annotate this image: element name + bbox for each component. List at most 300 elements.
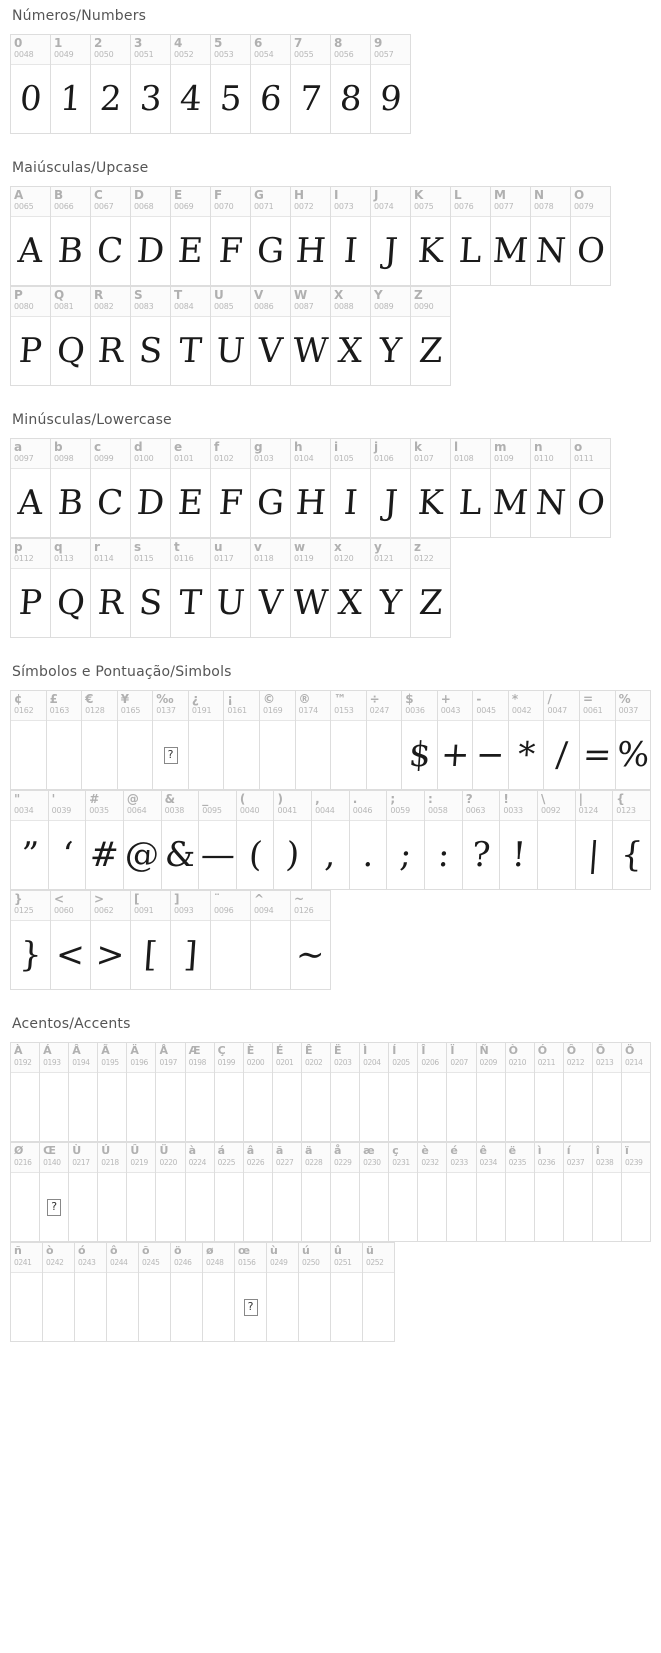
glyph-code-label: 0105 bbox=[334, 454, 354, 463]
glyph-shape: O bbox=[575, 483, 606, 523]
glyph-cell[interactable] bbox=[312, 790, 350, 890]
glyph-cell[interactable] bbox=[131, 286, 171, 386]
glyph-cell[interactable] bbox=[127, 1042, 156, 1142]
glyph-cell[interactable] bbox=[118, 690, 154, 790]
glyph-cell[interactable] bbox=[11, 1242, 43, 1342]
glyph-cell[interactable] bbox=[171, 438, 211, 538]
glyph-cell[interactable] bbox=[389, 1042, 418, 1142]
glyph-character-label: H bbox=[294, 188, 305, 202]
glyph-cell[interactable] bbox=[425, 790, 463, 890]
glyph-cell[interactable] bbox=[91, 438, 131, 538]
glyph-character-label: é bbox=[450, 1144, 458, 1157]
glyph-cell[interactable] bbox=[127, 1142, 156, 1242]
section-title: Maiúsculas/Upcase bbox=[12, 160, 149, 176]
glyph-cell[interactable] bbox=[11, 890, 51, 990]
glyph-preview bbox=[331, 65, 370, 133]
glyph-cell[interactable] bbox=[131, 438, 171, 538]
glyph-cell[interactable] bbox=[91, 186, 131, 286]
glyph-cell[interactable] bbox=[447, 1042, 476, 1142]
glyph-cell[interactable] bbox=[363, 1242, 395, 1342]
glyph-cell[interactable] bbox=[11, 1142, 40, 1242]
glyph-preview bbox=[291, 65, 330, 133]
glyph-cell[interactable] bbox=[531, 438, 571, 538]
glyph-shape: E bbox=[176, 483, 205, 523]
glyph-preview bbox=[291, 317, 330, 385]
glyph-cell[interactable] bbox=[251, 890, 291, 990]
glyph-cell[interactable] bbox=[153, 690, 189, 790]
glyph-header bbox=[11, 791, 48, 821]
glyph-preview bbox=[98, 1073, 126, 1141]
glyph-header bbox=[91, 187, 130, 217]
glyph-preview bbox=[199, 821, 236, 889]
glyph-code-label: 0112 bbox=[14, 554, 34, 563]
glyph-cell[interactable] bbox=[509, 690, 545, 790]
glyph-header bbox=[47, 691, 82, 721]
glyph-cell[interactable] bbox=[477, 1042, 506, 1142]
glyph-cell[interactable] bbox=[131, 538, 171, 638]
sections-container bbox=[10, 0, 651, 1342]
glyph-character-label: m bbox=[494, 440, 507, 454]
glyph-cell[interactable] bbox=[411, 538, 451, 638]
glyph-code-label: 0214 bbox=[624, 1058, 643, 1067]
glyph-cell[interactable] bbox=[564, 1142, 593, 1242]
glyph-shape: 8 bbox=[338, 79, 363, 119]
glyph-cell[interactable] bbox=[291, 186, 331, 286]
glyph-cell[interactable] bbox=[350, 790, 388, 890]
glyph-cell[interactable] bbox=[171, 34, 211, 134]
glyph-cell[interactable] bbox=[360, 1042, 389, 1142]
glyph-shape: U bbox=[214, 583, 247, 623]
glyph-cell[interactable] bbox=[51, 438, 91, 538]
glyph-code-label: 0083 bbox=[134, 302, 154, 311]
glyph-character-label: u bbox=[214, 540, 223, 554]
glyph-header bbox=[580, 691, 615, 721]
glyph-preview bbox=[274, 821, 311, 889]
glyph-header bbox=[171, 187, 210, 217]
glyph-code-label: 0249 bbox=[270, 1258, 288, 1267]
glyph-cell[interactable] bbox=[576, 790, 614, 890]
glyph-cell[interactable] bbox=[11, 438, 51, 538]
glyph-shape: B bbox=[56, 231, 85, 271]
glyph-code-label: 0236 bbox=[537, 1158, 556, 1167]
glyph-header bbox=[49, 791, 86, 821]
glyph-cell[interactable] bbox=[273, 1042, 302, 1142]
glyph-cell[interactable] bbox=[98, 1142, 127, 1242]
glyph-cell[interactable] bbox=[371, 538, 411, 638]
glyph-cell[interactable] bbox=[260, 690, 296, 790]
glyph-code-label: 0118 bbox=[254, 554, 274, 563]
glyph-cell[interactable] bbox=[411, 186, 451, 286]
glyph-preview bbox=[451, 217, 490, 285]
glyph-character-label: V bbox=[254, 288, 264, 302]
glyph-cell[interactable] bbox=[186, 1142, 215, 1242]
glyph-character-label: B bbox=[54, 188, 64, 202]
glyph-cell[interactable] bbox=[580, 690, 616, 790]
glyph-character-label: w bbox=[294, 540, 306, 554]
glyph-character-label: 1 bbox=[54, 36, 63, 50]
glyph-cell[interactable] bbox=[438, 690, 474, 790]
glyph-shape: U bbox=[214, 331, 247, 371]
glyph-cell[interactable] bbox=[411, 438, 451, 538]
glyph-preview bbox=[11, 821, 48, 889]
glyph-cell[interactable] bbox=[331, 438, 371, 538]
glyph-cell[interactable] bbox=[91, 34, 131, 134]
glyph-cell[interactable] bbox=[86, 790, 124, 890]
glyph-cell[interactable] bbox=[171, 1242, 203, 1342]
glyph-preview bbox=[43, 1273, 74, 1341]
glyph-row bbox=[10, 690, 651, 790]
glyph-character-label: É bbox=[275, 1044, 284, 1057]
glyph-preview bbox=[418, 1073, 446, 1141]
glyph-code-label: 0101 bbox=[174, 454, 194, 463]
glyph-cell[interactable] bbox=[75, 1242, 107, 1342]
glyph-cell[interactable] bbox=[331, 186, 371, 286]
glyph-cell[interactable] bbox=[131, 34, 171, 134]
glyph-cell[interactable] bbox=[235, 1242, 267, 1342]
glyph-cell[interactable] bbox=[189, 690, 225, 790]
glyph-preview bbox=[11, 65, 50, 133]
glyph-cell[interactable] bbox=[69, 1042, 98, 1142]
glyph-cell[interactable] bbox=[371, 286, 411, 386]
glyph-cell[interactable] bbox=[40, 1042, 69, 1142]
glyph-cell[interactable] bbox=[11, 538, 51, 638]
glyph-cell[interactable] bbox=[613, 790, 651, 890]
glyph-code-label: 0218 bbox=[101, 1158, 119, 1167]
glyph-cell[interactable] bbox=[291, 34, 331, 134]
glyph-cell[interactable] bbox=[331, 690, 367, 790]
glyph-cell[interactable] bbox=[331, 538, 371, 638]
glyph-cell[interactable] bbox=[411, 286, 451, 386]
glyph-header bbox=[171, 439, 210, 469]
glyph-cell[interactable] bbox=[544, 690, 580, 790]
glyph-cell[interactable] bbox=[331, 34, 371, 134]
glyph-cell[interactable] bbox=[51, 186, 91, 286]
glyph-code-label: 0237 bbox=[566, 1158, 585, 1167]
glyph-preview bbox=[302, 1073, 330, 1141]
glyph-cell[interactable] bbox=[211, 186, 251, 286]
glyph-cell[interactable] bbox=[211, 286, 251, 386]
glyph-cell[interactable] bbox=[371, 34, 411, 134]
glyph-cell[interactable] bbox=[171, 186, 211, 286]
glyph-cell[interactable] bbox=[273, 1142, 302, 1242]
glyph-character-label: å bbox=[334, 1144, 342, 1157]
glyph-character-label: 3 bbox=[134, 36, 143, 50]
glyph-cell[interactable] bbox=[491, 438, 531, 538]
glyph-character-label: Œ bbox=[43, 1144, 56, 1157]
glyph-code-label: 0067 bbox=[94, 202, 114, 211]
glyph-character-label: ? bbox=[465, 792, 473, 806]
glyph-character-label: 9 bbox=[374, 36, 383, 50]
glyph-code-label: 0120 bbox=[334, 554, 354, 563]
glyph-shape: R bbox=[96, 583, 125, 623]
glyph-cell[interactable] bbox=[51, 890, 91, 990]
glyph-cell[interactable] bbox=[571, 186, 611, 286]
glyph-shape: F bbox=[217, 231, 244, 271]
glyph-cell[interactable] bbox=[500, 790, 538, 890]
glyph-cell[interactable] bbox=[531, 186, 571, 286]
glyph-code-label: 0137 bbox=[156, 706, 176, 715]
glyph-cell[interactable] bbox=[43, 1242, 75, 1342]
glyph-header bbox=[127, 1143, 155, 1173]
glyph-preview bbox=[153, 721, 188, 789]
glyph-cell[interactable] bbox=[622, 1142, 651, 1242]
glyph-cell[interactable] bbox=[402, 690, 438, 790]
glyph-cell[interactable] bbox=[251, 286, 291, 386]
glyph-code-label: 0097 bbox=[14, 454, 34, 463]
glyph-character-label: ù bbox=[270, 1244, 278, 1257]
glyph-character-label: I bbox=[334, 188, 339, 202]
glyph-cell[interactable] bbox=[291, 890, 331, 990]
glyph-cell[interactable] bbox=[82, 690, 118, 790]
glyph-cell[interactable] bbox=[299, 1242, 331, 1342]
glyph-cell[interactable] bbox=[203, 1242, 235, 1342]
glyph-cell[interactable] bbox=[302, 1142, 331, 1242]
glyph-cell[interactable] bbox=[139, 1242, 171, 1342]
glyph-cell[interactable] bbox=[331, 286, 371, 386]
glyph-cell[interactable] bbox=[367, 690, 403, 790]
glyph-cell[interactable] bbox=[244, 1142, 273, 1242]
glyph-header bbox=[371, 439, 410, 469]
glyph-cell[interactable] bbox=[91, 286, 131, 386]
glyph-cell[interactable] bbox=[244, 1042, 273, 1142]
glyph-cell[interactable] bbox=[11, 186, 51, 286]
glyph-cell[interactable] bbox=[535, 1042, 564, 1142]
glyph-cell[interactable] bbox=[69, 1142, 98, 1242]
glyph-header bbox=[91, 287, 130, 317]
glyph-cell[interactable] bbox=[40, 1142, 69, 1242]
glyph-code-label: 0211 bbox=[537, 1058, 556, 1067]
glyph-cell[interactable] bbox=[418, 1142, 447, 1242]
glyph-header bbox=[91, 539, 130, 569]
glyph-preview bbox=[40, 1173, 68, 1241]
glyph-character-label: t bbox=[174, 540, 180, 554]
glyph-cell[interactable] bbox=[251, 538, 291, 638]
glyph-code-label: 0204 bbox=[363, 1058, 381, 1067]
glyph-cell[interactable] bbox=[47, 690, 83, 790]
glyph-cell[interactable] bbox=[215, 1042, 244, 1142]
glyph-character-label: ö bbox=[174, 1244, 182, 1257]
glyph-cell[interactable] bbox=[622, 1042, 651, 1142]
glyph-character-label: ê bbox=[479, 1144, 487, 1157]
glyph-cell[interactable] bbox=[451, 186, 491, 286]
glyph-cell[interactable] bbox=[389, 1142, 418, 1242]
glyph-cell[interactable] bbox=[51, 538, 91, 638]
glyph-cell[interactable] bbox=[107, 1242, 139, 1342]
glyph-cell[interactable] bbox=[473, 690, 509, 790]
glyph-cell[interactable] bbox=[418, 1042, 447, 1142]
glyph-preview bbox=[224, 721, 259, 789]
glyph-code-label: 0111 bbox=[574, 454, 594, 463]
glyph-preview bbox=[131, 217, 170, 285]
glyph-cell[interactable] bbox=[447, 1142, 476, 1242]
glyph-character-label: 4 bbox=[174, 36, 183, 50]
glyph-code-label: 0065 bbox=[14, 202, 34, 211]
glyph-cell[interactable] bbox=[186, 1042, 215, 1142]
glyph-preview bbox=[531, 217, 570, 285]
glyph-cell[interactable] bbox=[251, 34, 291, 134]
glyph-cell[interactable] bbox=[49, 790, 87, 890]
glyph-preview bbox=[291, 469, 330, 537]
glyph-preview bbox=[371, 65, 410, 133]
glyph-cell[interactable] bbox=[296, 690, 332, 790]
glyph-cell[interactable] bbox=[331, 1042, 360, 1142]
glyph-code-label: 0169 bbox=[262, 706, 283, 715]
glyph-character-label: ¨ bbox=[214, 892, 220, 906]
glyph-cell[interactable] bbox=[215, 1142, 244, 1242]
glyph-shape: V bbox=[256, 331, 285, 371]
glyph-character-label: ò bbox=[46, 1244, 54, 1257]
glyph-cell[interactable] bbox=[371, 186, 411, 286]
glyph-code-label: 0174 bbox=[298, 706, 319, 715]
glyph-header bbox=[291, 539, 330, 569]
glyph-shape: 5 bbox=[218, 79, 243, 119]
glyph-cell[interactable] bbox=[291, 286, 331, 386]
glyph-preview bbox=[124, 821, 161, 889]
glyph-cell[interactable] bbox=[593, 1142, 622, 1242]
glyph-row bbox=[10, 890, 651, 990]
glyph-character-label: M bbox=[494, 188, 506, 202]
glyph-code-label: 0052 bbox=[174, 50, 194, 59]
glyph-header bbox=[593, 1043, 621, 1073]
glyph-character-label: Ç bbox=[217, 1044, 226, 1057]
glyph-cell[interactable] bbox=[477, 1142, 506, 1242]
glyph-header bbox=[11, 187, 50, 217]
glyph-character-label: ' bbox=[51, 792, 56, 806]
glyph-code-label: 0117 bbox=[214, 554, 234, 563]
glyph-code-label: 0241 bbox=[14, 1258, 32, 1267]
glyph-cell[interactable] bbox=[162, 790, 200, 890]
glyph-cell[interactable] bbox=[224, 690, 260, 790]
glyph-cell[interactable] bbox=[506, 1142, 535, 1242]
glyph-cell[interactable] bbox=[211, 538, 251, 638]
glyph-cell[interactable] bbox=[171, 286, 211, 386]
glyph-cell[interactable] bbox=[463, 790, 501, 890]
glyph-cell[interactable] bbox=[538, 790, 576, 890]
glyph-cell[interactable] bbox=[211, 438, 251, 538]
glyph-cell[interactable] bbox=[331, 1242, 363, 1342]
glyph-cell[interactable] bbox=[131, 186, 171, 286]
glyph-cell[interactable] bbox=[251, 186, 291, 286]
glyph-character-label: Y bbox=[374, 288, 383, 302]
glyph-cell[interactable] bbox=[331, 1142, 360, 1242]
glyph-cell[interactable] bbox=[506, 1042, 535, 1142]
glyph-cell[interactable] bbox=[360, 1142, 389, 1242]
glyph-cell[interactable] bbox=[171, 890, 211, 990]
glyph-header bbox=[75, 1243, 106, 1273]
glyph-cell[interactable] bbox=[564, 1042, 593, 1142]
glyph-character-label: Ì bbox=[363, 1044, 368, 1057]
glyph-cell[interactable] bbox=[211, 890, 251, 990]
glyph-preview bbox=[402, 721, 437, 789]
glyph-cell[interactable] bbox=[302, 1042, 331, 1142]
glyph-code-label: 0239 bbox=[624, 1158, 643, 1167]
glyph-cell[interactable] bbox=[11, 286, 51, 386]
glyph-cell[interactable] bbox=[98, 1042, 127, 1142]
glyph-cell[interactable] bbox=[11, 34, 51, 134]
glyph-shape: Q bbox=[55, 331, 86, 371]
glyph-cell[interactable] bbox=[274, 790, 312, 890]
glyph-cell[interactable] bbox=[199, 790, 237, 890]
glyph-preview bbox=[211, 469, 250, 537]
glyph-cell[interactable] bbox=[51, 34, 91, 134]
glyph-preview bbox=[267, 1273, 298, 1341]
glyph-cell[interactable] bbox=[237, 790, 275, 890]
glyph-cell[interactable] bbox=[131, 890, 171, 990]
glyph-cell[interactable] bbox=[291, 538, 331, 638]
glyph-character-label: v bbox=[254, 540, 262, 554]
glyph-cell[interactable] bbox=[11, 790, 49, 890]
glyph-preview bbox=[500, 821, 537, 889]
glyph-cell[interactable] bbox=[593, 1042, 622, 1142]
glyph-header bbox=[451, 187, 490, 217]
glyph-header bbox=[199, 791, 236, 821]
glyph-character-label: , bbox=[315, 792, 320, 806]
glyph-cell[interactable] bbox=[371, 438, 411, 538]
glyph-cell[interactable] bbox=[51, 286, 91, 386]
glyph-character-label: ) bbox=[277, 792, 283, 806]
glyph-cell[interactable] bbox=[535, 1142, 564, 1242]
glyph-code-label: 0115 bbox=[134, 554, 154, 563]
glyph-character-label: z bbox=[414, 540, 421, 554]
glyph-cell[interactable] bbox=[491, 186, 531, 286]
glyph-row bbox=[10, 1042, 651, 1142]
glyph-shape: % bbox=[615, 735, 651, 775]
glyph-preview bbox=[593, 1173, 621, 1241]
glyph-header bbox=[613, 791, 650, 821]
glyph-shape: C bbox=[96, 483, 125, 523]
glyph-cell[interactable] bbox=[171, 538, 211, 638]
glyph-preview bbox=[425, 821, 462, 889]
glyph-cell[interactable] bbox=[156, 1142, 185, 1242]
glyph-cell[interactable] bbox=[616, 690, 652, 790]
glyph-cell[interactable] bbox=[291, 438, 331, 538]
glyph-cell[interactable] bbox=[211, 34, 251, 134]
glyph-shape: O bbox=[575, 231, 606, 271]
glyph-cell[interactable] bbox=[387, 790, 425, 890]
glyph-header bbox=[291, 439, 330, 469]
glyph-cell[interactable] bbox=[451, 438, 491, 538]
glyph-cell[interactable] bbox=[91, 538, 131, 638]
glyph-cell[interactable] bbox=[11, 1042, 40, 1142]
glyph-preview bbox=[211, 65, 250, 133]
glyph-code-label: 0078 bbox=[534, 202, 554, 211]
glyph-preview bbox=[251, 921, 290, 989]
glyph-character-label: © bbox=[262, 692, 275, 706]
glyph-header bbox=[127, 1043, 155, 1073]
glyph-shape: G bbox=[255, 231, 286, 271]
glyph-header bbox=[244, 1143, 272, 1173]
glyph-cell[interactable] bbox=[267, 1242, 299, 1342]
glyph-code-label: 0040 bbox=[239, 806, 260, 815]
glyph-shape: W bbox=[291, 331, 330, 371]
glyph-preview bbox=[211, 217, 250, 285]
glyph-character-label: Ê bbox=[304, 1044, 313, 1057]
glyph-cell[interactable] bbox=[571, 438, 611, 538]
glyph-cell[interactable] bbox=[251, 438, 291, 538]
glyph-character-label: U bbox=[214, 288, 224, 302]
glyph-shape: K bbox=[416, 231, 445, 271]
glyph-header bbox=[593, 1143, 621, 1173]
glyph-cell[interactable] bbox=[156, 1042, 185, 1142]
glyph-header bbox=[11, 287, 50, 317]
glyph-header bbox=[538, 791, 575, 821]
glyph-preview bbox=[162, 821, 199, 889]
glyph-character-label: r bbox=[94, 540, 100, 554]
glyph-cell[interactable] bbox=[91, 890, 131, 990]
glyph-cell[interactable] bbox=[11, 690, 47, 790]
glyph-shape: Y bbox=[377, 583, 404, 623]
glyph-cell[interactable] bbox=[124, 790, 162, 890]
